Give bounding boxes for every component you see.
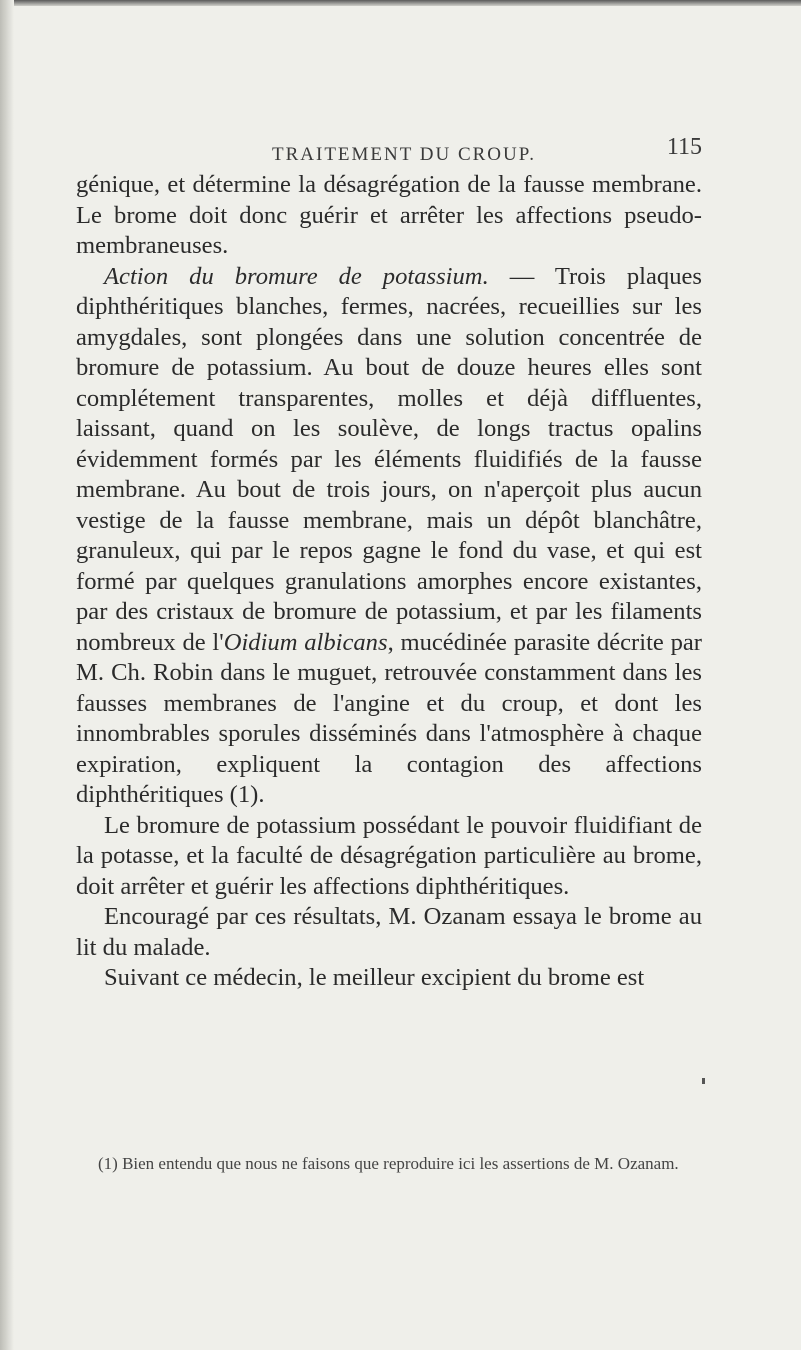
page-number: 115	[666, 134, 702, 160]
species-name-italic: Oidium albicans	[223, 628, 388, 656]
paragraph-continued: génique, et détermine la désagrégation de la fausse membrane. Le brome doit donc guérir et arrêter les affections pseudo-membraneuses.	[76, 171, 702, 259]
paragraph-excipient: Suivant ce médecin, le meilleur excipient du brome est	[104, 964, 645, 991]
scan-binding-shadow	[0, 0, 14, 1350]
scan-speck	[702, 1078, 705, 1084]
paragraph-bromure-action	[76, 262, 702, 811]
running-head: TRAITEMENT DU CROUP.	[272, 144, 536, 165]
body-text	[76, 170, 702, 994]
section-title-italic: Action du bromure de potassium.	[104, 262, 489, 290]
footnote: (1) Bien entendu que nous ne faisons que reproduire ici les assertions de M. Ozanam.	[98, 1154, 679, 1173]
scan-top-edge	[0, 0, 801, 6]
paragraph-text: — Trois plaques diphthéritiques blanches, fermes, nacrées, recueillies sur les amygdales, sont plongées dans une solution concentrée de bromure de potassium. Au bout de douze heures elles sont complétement transparentes, molles et déjà diffluentes, laissant, quand on les soulève, de longs tractus opalins évidemment formés par les éléments fluidifiés de la fausse membrane. Au bout de trois jours, on n'aperçoit plus aucun vestige de la fausse membrane, mais un dépôt blanchâtre, granuleux, qui par le repos gagne le fond du vase, et qui est formé par quelques granulations amorphes encore existantes, par des cristaux de bromure de potassium, et par les filaments nombreux de l'	[76, 262, 702, 656]
page-header	[76, 130, 702, 170]
paragraph-ozanam: Encouragé par ces résultats, M. Ozanam essaya le brome au lit du malade.	[76, 903, 702, 961]
paragraph-bromure-pouvoir: Le bromure de potassium possédant le pouvoir fluidifiant de la potasse, et la faculté de désagrégation particulière au brome, doit arrêter et guérir les affections diphthéritiques.	[76, 811, 702, 900]
paragraph-text: , mucédinée parasite décrite par M. Ch. Robin dans le muguet, retrouvée constamment dans les fausses membranes de l'angine et du croup, et dont les innombrables sporules disséminés dans l'atmosphère à chaque expiration, expliquent la contagion des affections diphthéritiques (1).	[76, 628, 702, 808]
